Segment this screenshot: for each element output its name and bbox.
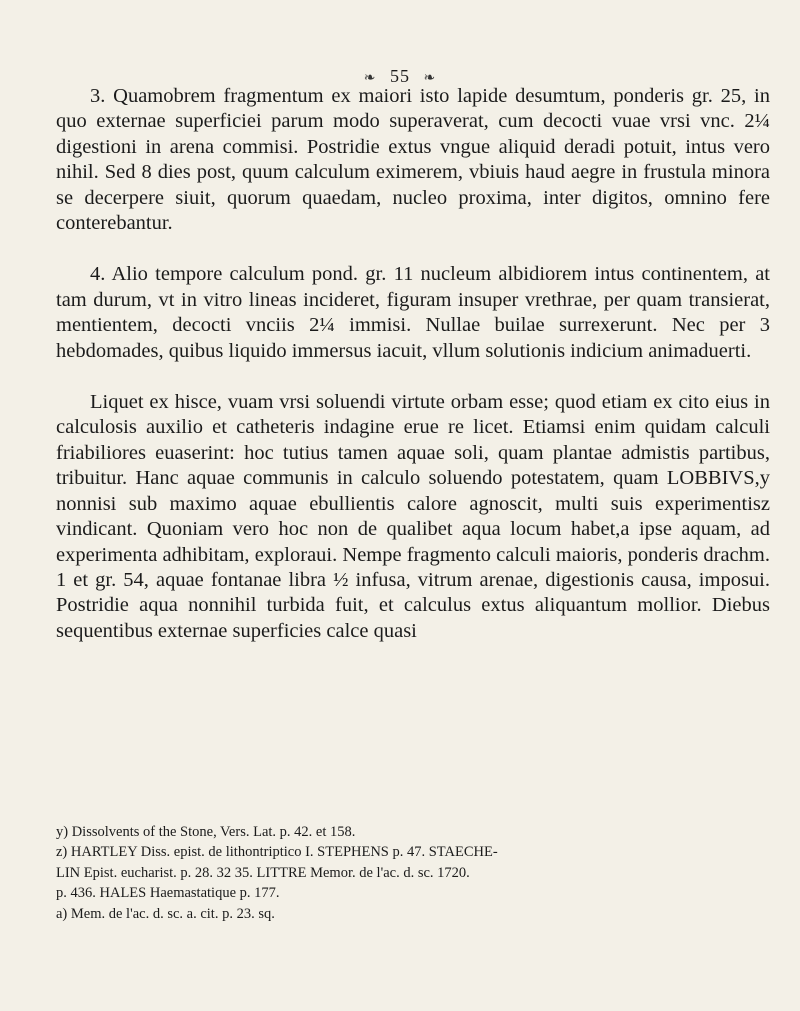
page-number: 55	[390, 66, 410, 86]
footnote-z-line-1: z) HARTLEY Diss. epist. de lithontriptico I. STEPHENS p. 47. STAECHE-	[56, 844, 498, 861]
right-ornament-icon: ❧	[423, 71, 437, 86]
paragraph-4: 4. Alio tempore calculum pond. gr. 11 nucleum albidiorem intus continentem, at tam durum, vt in vitro lineas incideret, figuram insuper vrethrae, per quam transierat, mentientem, decocti vnciis 2¼ immisi. Nullae builae surrexerunt. Nec per 3 hebdomades, quibus liquido immersus iacuit, vllum solutionis indicium animaduerti.	[56, 263, 770, 362]
footnote-y: y) Dissolvents of the Stone, Vers. Lat. p. 42. et 158.	[56, 824, 356, 840]
footnote-z-line-2: LIN Epist. eucharist. p. 28. 32 35. LITTRE Memor. de l'ac. d. sc. 1720.	[56, 864, 470, 881]
left-ornament-icon: ❧	[363, 71, 377, 86]
footnote-z-line-3: p. 436. HALES Haemastatique p. 177.	[56, 885, 280, 902]
paragraph-liquet: Liquet ex hisce, vuam vrsi soluendi virtute orbam esse; quod etiam ex cito eius in calculosis auxilio et catheteris indagine erue re licet. Etiamsi enim quidam calculi friabiliores euaserint: hoc tutius tamen aquae soli, quam plantae admistis partibus, tribuitur. Hanc aquae communis in calculo soluendo potestatem, quam LOBBIVS,y nonnisi sub maximo aquae ebullientis calore agnoscit, multi suis experimentisz vindicant. Quoniam vero hoc non de qualibet aqua locum habet,a ipse aquam, ad experimenta adhibitam, exploraui. Nempe fragmento calculi maioris, ponderis drachm. 1 et gr. 54, aquae fontanae libra ½ infusa, vitrum arenae, digestionis causa, imposui. Postridie aqua nonnihil turbida fuit, et calculus extus aliquantum mollior. Diebus sequentibus externae superficies calce quasi	[56, 391, 770, 642]
footnote-a: a) Mem. de l'ac. d. sc. a. cit. p. 23. sq.	[56, 905, 275, 922]
page-body	[56, 84, 770, 644]
footnotes	[56, 822, 770, 924]
paragraph-3: 3. Quamobrem fragmentum ex maiori isto lapide desumtum, ponderis gr. 25, in quo externae superficiei parum modo superaverat, cum decocti vuae vrsi vnc. 2¼ digestioni in arena commisi. Postridie extus vngue aliquid deradi potuit, intus vero nihil. Sed 8 dies post, quum calculum eximerem, vbiuis haud aegre in frustula minora se decerpere siuit, quorum quaedam, nucleo proxima, inter digitos, omnino fere conterebantur.	[56, 85, 770, 235]
